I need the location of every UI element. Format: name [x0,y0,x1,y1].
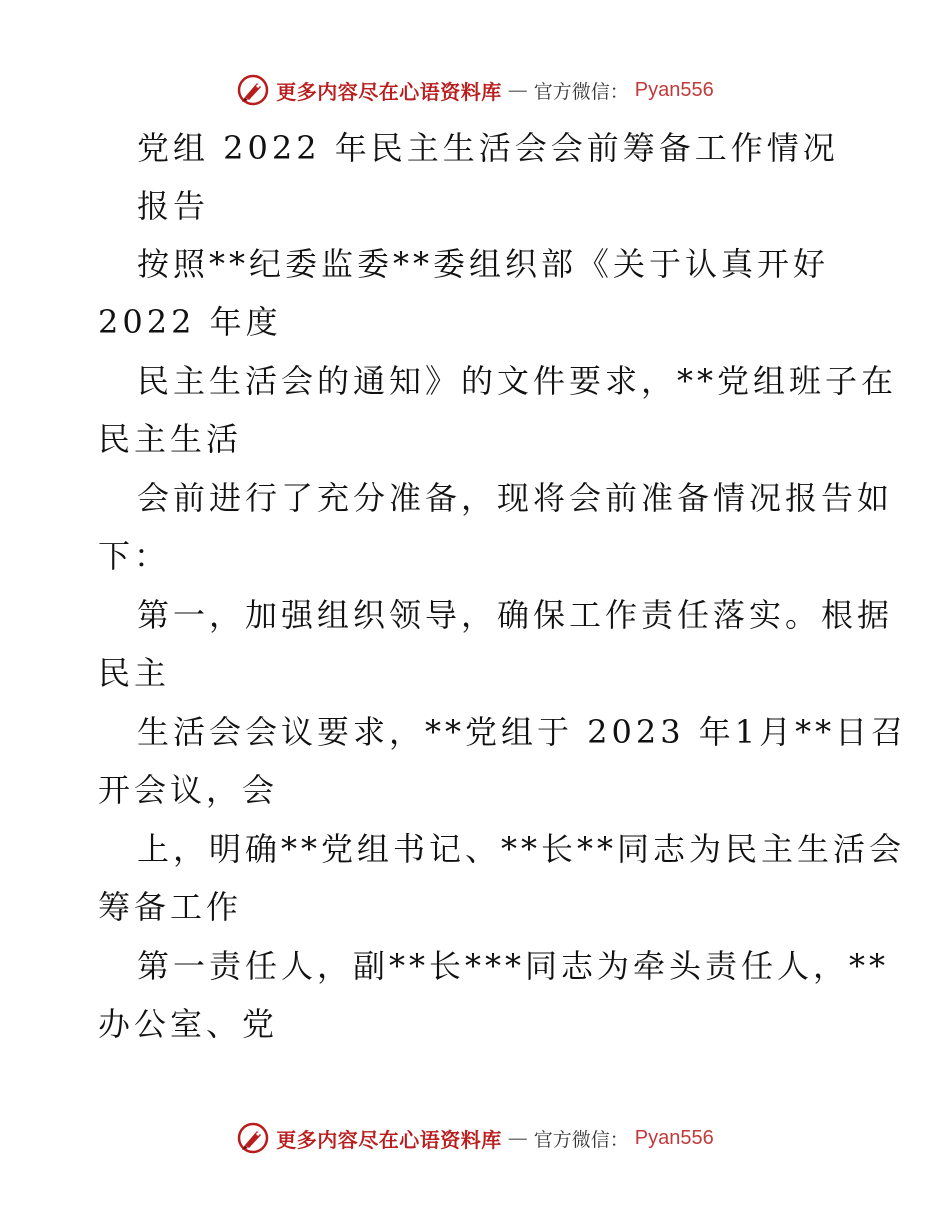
banner-wechat-label: 官方微信： [533,1128,629,1151]
header-banner [0,70,950,110]
paragraph-line: 民主 [98,654,171,692]
paragraph-line: 上，明确**党组书记、**长**同志为民主生活会 [137,830,906,868]
paragraph-line: 办公室、党 [98,1005,279,1043]
banner-wechat-id: Pyan556 [634,1126,714,1149]
paragraph-line: 筹备工作 [98,888,243,926]
pen-nib-logo-icon [236,1121,270,1155]
banner-brand-text: 更多内容尽在心语资料库 [276,79,502,104]
paragraph-line: 按照**纪委监委**委组织部《关于认真开好 [137,245,830,283]
paragraph-line: 第一责任人，副**长***同志为牵头责任人，** [137,947,890,985]
document-title-line-2: 报告 [137,187,210,225]
banner-brand-text: 更多内容尽在心语资料库 [276,1127,502,1152]
paragraph-line: 民主生活 [98,420,243,458]
paragraph-line: 生活会会议要求，**党组于 2023 年1月**日召 [137,713,908,751]
paragraph-line: 民主生活会的通知》的文件要求，**党组班子在 [137,362,898,400]
banner-separator: — [507,1126,528,1150]
paragraph-line: 下： [98,537,171,575]
banner-separator: — [507,78,528,102]
document-title-line-1: 党组 2022 年民主生活会会前筹备工作情况 [137,129,839,167]
banner-wechat-id: Pyan556 [634,78,714,101]
paragraph-line: 会前进行了充分准备，现将会前准备情况报告如 [137,479,894,517]
paragraph-line: 2022 年度 [98,303,282,341]
pen-nib-logo-icon [236,73,270,107]
paragraph-line: 开会议，会 [98,771,279,809]
paragraph-line: 第一，加强组织领导，确保工作责任落实。根据 [137,596,894,634]
footer-banner [0,1118,950,1158]
banner-wechat-label: 官方微信： [533,80,629,103]
